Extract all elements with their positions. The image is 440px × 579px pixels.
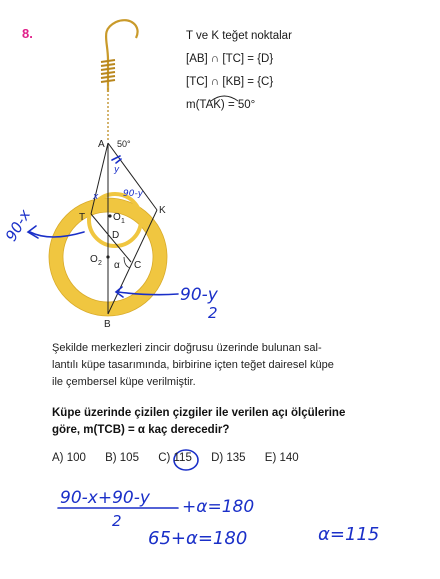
option-d[interactable]: D) 135 <box>211 452 246 464</box>
ink-eq-denominator: 2 <box>112 512 122 530</box>
label-alpha: α <box>114 260 120 271</box>
given-line-1: T ve K teğet noktalar <box>186 30 292 42</box>
option-e[interactable]: E) 140 <box>264 452 299 464</box>
ink-inner-90y: 90-y <box>123 189 144 199</box>
paragraph-line-2: lantılı küpe tasarımında, birbirine içten teğet dairesel küpe <box>52 359 334 371</box>
ink-eq2: 65+α=180 <box>148 528 248 549</box>
prompt-line-2: göre, m(TCB) = α kaç derecedir? <box>52 424 230 436</box>
answer-options <box>52 452 315 464</box>
question-prompt <box>52 405 412 439</box>
ink-right-note: 90-y <box>180 285 218 305</box>
label-T: T <box>79 212 86 223</box>
label-B: B <box>104 319 111 330</box>
label-O2: O <box>90 254 98 265</box>
option-a[interactable]: A) 100 <box>52 452 86 464</box>
ink-tick-A <box>112 156 121 163</box>
ink-result: α=115 <box>318 524 380 545</box>
ink-arrow-right <box>118 292 178 295</box>
ink-arrowhead-left <box>28 226 38 238</box>
label-K: K <box>159 205 166 216</box>
given-line-2: [AB] ∩ [TC] = {D} <box>186 53 274 65</box>
question-number: 8. <box>22 26 33 41</box>
label-A: A <box>98 139 105 150</box>
prompt-line-1: Küpe üzerinde çizilen çizgiler ile verilen açı ölçülerine <box>52 407 346 419</box>
option-c[interactable]: C) 115 <box>158 452 192 464</box>
ink-right-denominator: 2 <box>208 304 218 322</box>
label-C: C <box>134 260 142 271</box>
option-b[interactable]: B) 105 <box>105 452 139 464</box>
label-O1: O <box>113 212 121 223</box>
label-D: D <box>112 230 120 241</box>
problem-paragraph <box>52 340 412 391</box>
ink-left-note: 90-x <box>1 206 35 245</box>
ink-inner-y: y <box>114 165 120 175</box>
label-50deg: 50° <box>117 139 131 149</box>
ink-arrow-left <box>30 232 84 237</box>
given-line-4: m(TAK) = 50° <box>186 99 256 111</box>
paragraph-line-1: Şekilde merkezleri zincir doğrusu üzerinde bulunan sal- <box>52 342 322 354</box>
ink-eq-rest: +α=180 <box>182 497 255 517</box>
ink-eq-numerator: 90-x+90-y <box>60 488 150 508</box>
ink-inner-x: x <box>93 192 99 202</box>
label-O2-sub: 2 <box>98 260 102 267</box>
paragraph-line-3: ile çembersel küpe verilmiştir. <box>52 376 196 388</box>
label-O1-sub: 1 <box>121 218 125 225</box>
given-line-3: [TC] ∩ [KB] = {C} <box>186 76 274 88</box>
